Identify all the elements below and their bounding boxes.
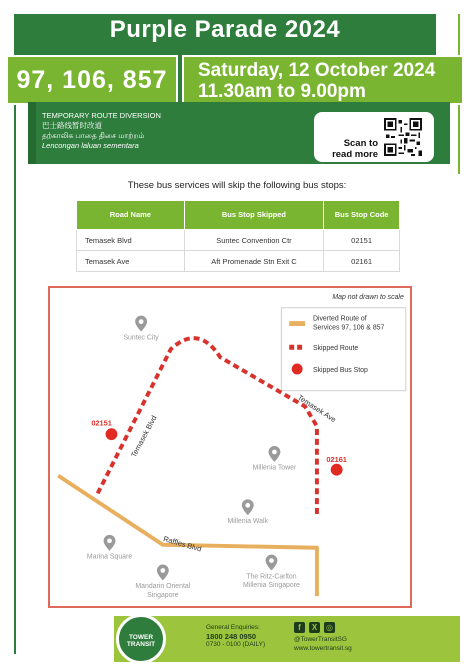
skipped-stops-table bbox=[76, 200, 400, 272]
legend-diverted-line2: Services 97, 106 & 857 bbox=[312, 324, 385, 332]
location-pin-icon bbox=[157, 565, 169, 581]
x-icon[interactable]: X bbox=[309, 622, 320, 633]
location-pin-icon bbox=[269, 446, 281, 462]
enquiries-hours: 0730 - 0100 (DAILY) bbox=[206, 641, 266, 648]
social-handle[interactable]: @TowerTransitSG bbox=[294, 636, 347, 643]
enquiries-phone[interactable]: 1800 248 0950 bbox=[206, 631, 257, 641]
instagram-icon[interactable]: ◎ bbox=[324, 622, 335, 633]
cell-stop: Aft Promenade Stn Exit C bbox=[184, 251, 324, 272]
header-stop-code: Bus Stop Code bbox=[324, 201, 400, 230]
place-millenia-tower: Millenia Tower bbox=[252, 464, 297, 472]
table-row bbox=[77, 230, 400, 251]
stop-code-label: 02151 bbox=[91, 418, 112, 428]
cell-road: Temasek Ave bbox=[77, 251, 185, 272]
route-map bbox=[48, 286, 412, 608]
location-pin-icon bbox=[266, 555, 278, 571]
scan-label-line1: Scan to bbox=[343, 138, 378, 149]
event-title: Purple Parade 2024 bbox=[109, 16, 341, 43]
skipped-stop-marker bbox=[331, 464, 343, 476]
logo-text: TOWER TRANSIT bbox=[126, 634, 156, 648]
place-ritz-line1: The Ritz-Carlton bbox=[246, 573, 297, 581]
legend-skipped-stop-label: Skipped Bus Stop bbox=[312, 366, 368, 374]
table-row bbox=[77, 251, 400, 272]
place-millenia-walk: Millenia Walk bbox=[227, 518, 268, 526]
band-shade bbox=[28, 102, 36, 164]
legend-skipped-stop-swatch bbox=[292, 364, 303, 375]
legend-skipped-route-label: Skipped Route bbox=[312, 345, 359, 353]
enquiries-label: General Enquiries: bbox=[206, 624, 260, 631]
left-accent-line bbox=[14, 14, 16, 654]
road-label-temasek-ave: Temasek Ave bbox=[296, 392, 338, 425]
cell-stop: Suntec Convention Ctr bbox=[184, 230, 324, 251]
stop-code-label: 02161 bbox=[326, 454, 347, 464]
skipped-stop-marker bbox=[106, 428, 118, 440]
place-ritz-line2: Millenia Singapore bbox=[243, 582, 300, 590]
social-block bbox=[294, 622, 352, 653]
facebook-icon[interactable]: f bbox=[294, 622, 305, 633]
diversion-tamil: தற்காலிக பாதை திசை மாற்றம் bbox=[42, 131, 145, 140]
place-mandarin-line2: Singapore bbox=[147, 592, 179, 600]
road-label-raffles-blvd: Raffles Blvd bbox=[162, 534, 203, 554]
legend-diverted-line1: Diverted Route of bbox=[312, 315, 367, 323]
scan-label-line2: read more bbox=[332, 149, 378, 160]
event-datetime bbox=[182, 55, 464, 105]
route-numbers bbox=[6, 55, 178, 105]
qr-code-icon[interactable] bbox=[384, 118, 422, 156]
intro-text: These bus services will skip the following bus stops: bbox=[127, 180, 347, 191]
cell-code: 02161 bbox=[324, 251, 400, 272]
location-pin-icon bbox=[135, 312, 147, 332]
road-label-temasek-blvd: Temasek Blvd bbox=[129, 413, 159, 459]
map-scale-note: Map not drawn to scale bbox=[332, 293, 404, 301]
scan-label bbox=[318, 138, 378, 160]
diversion-chinese: 巴士路线暂时改道 bbox=[42, 121, 102, 130]
cell-road: Temasek Blvd bbox=[77, 230, 185, 251]
website-link[interactable]: www.towertransit.sg bbox=[294, 645, 352, 652]
diversion-malay: Lencongan laluan sementara bbox=[42, 141, 139, 150]
header-bus-stop: Bus Stop Skipped bbox=[184, 201, 324, 230]
place-suntec: Suntec City bbox=[123, 334, 159, 342]
diversion-notice bbox=[42, 111, 161, 151]
location-pin-icon bbox=[242, 499, 254, 515]
cell-code: 02151 bbox=[324, 230, 400, 251]
event-time: 11.30am to 9.00pm bbox=[198, 81, 366, 102]
place-marina-square: Marina Square bbox=[86, 553, 133, 561]
route-numbers-text: 97, 106, 857 bbox=[16, 65, 168, 94]
enquiries-block bbox=[206, 624, 265, 650]
location-pin-icon bbox=[104, 535, 116, 551]
diversion-english: TEMPORARY ROUTE DIVERSION bbox=[42, 111, 161, 120]
event-date: Saturday, 12 October 2024 bbox=[198, 60, 436, 81]
header-road-name: Road Name bbox=[77, 201, 185, 230]
place-mandarin-line1: Mandarin Oriental bbox=[135, 583, 191, 591]
